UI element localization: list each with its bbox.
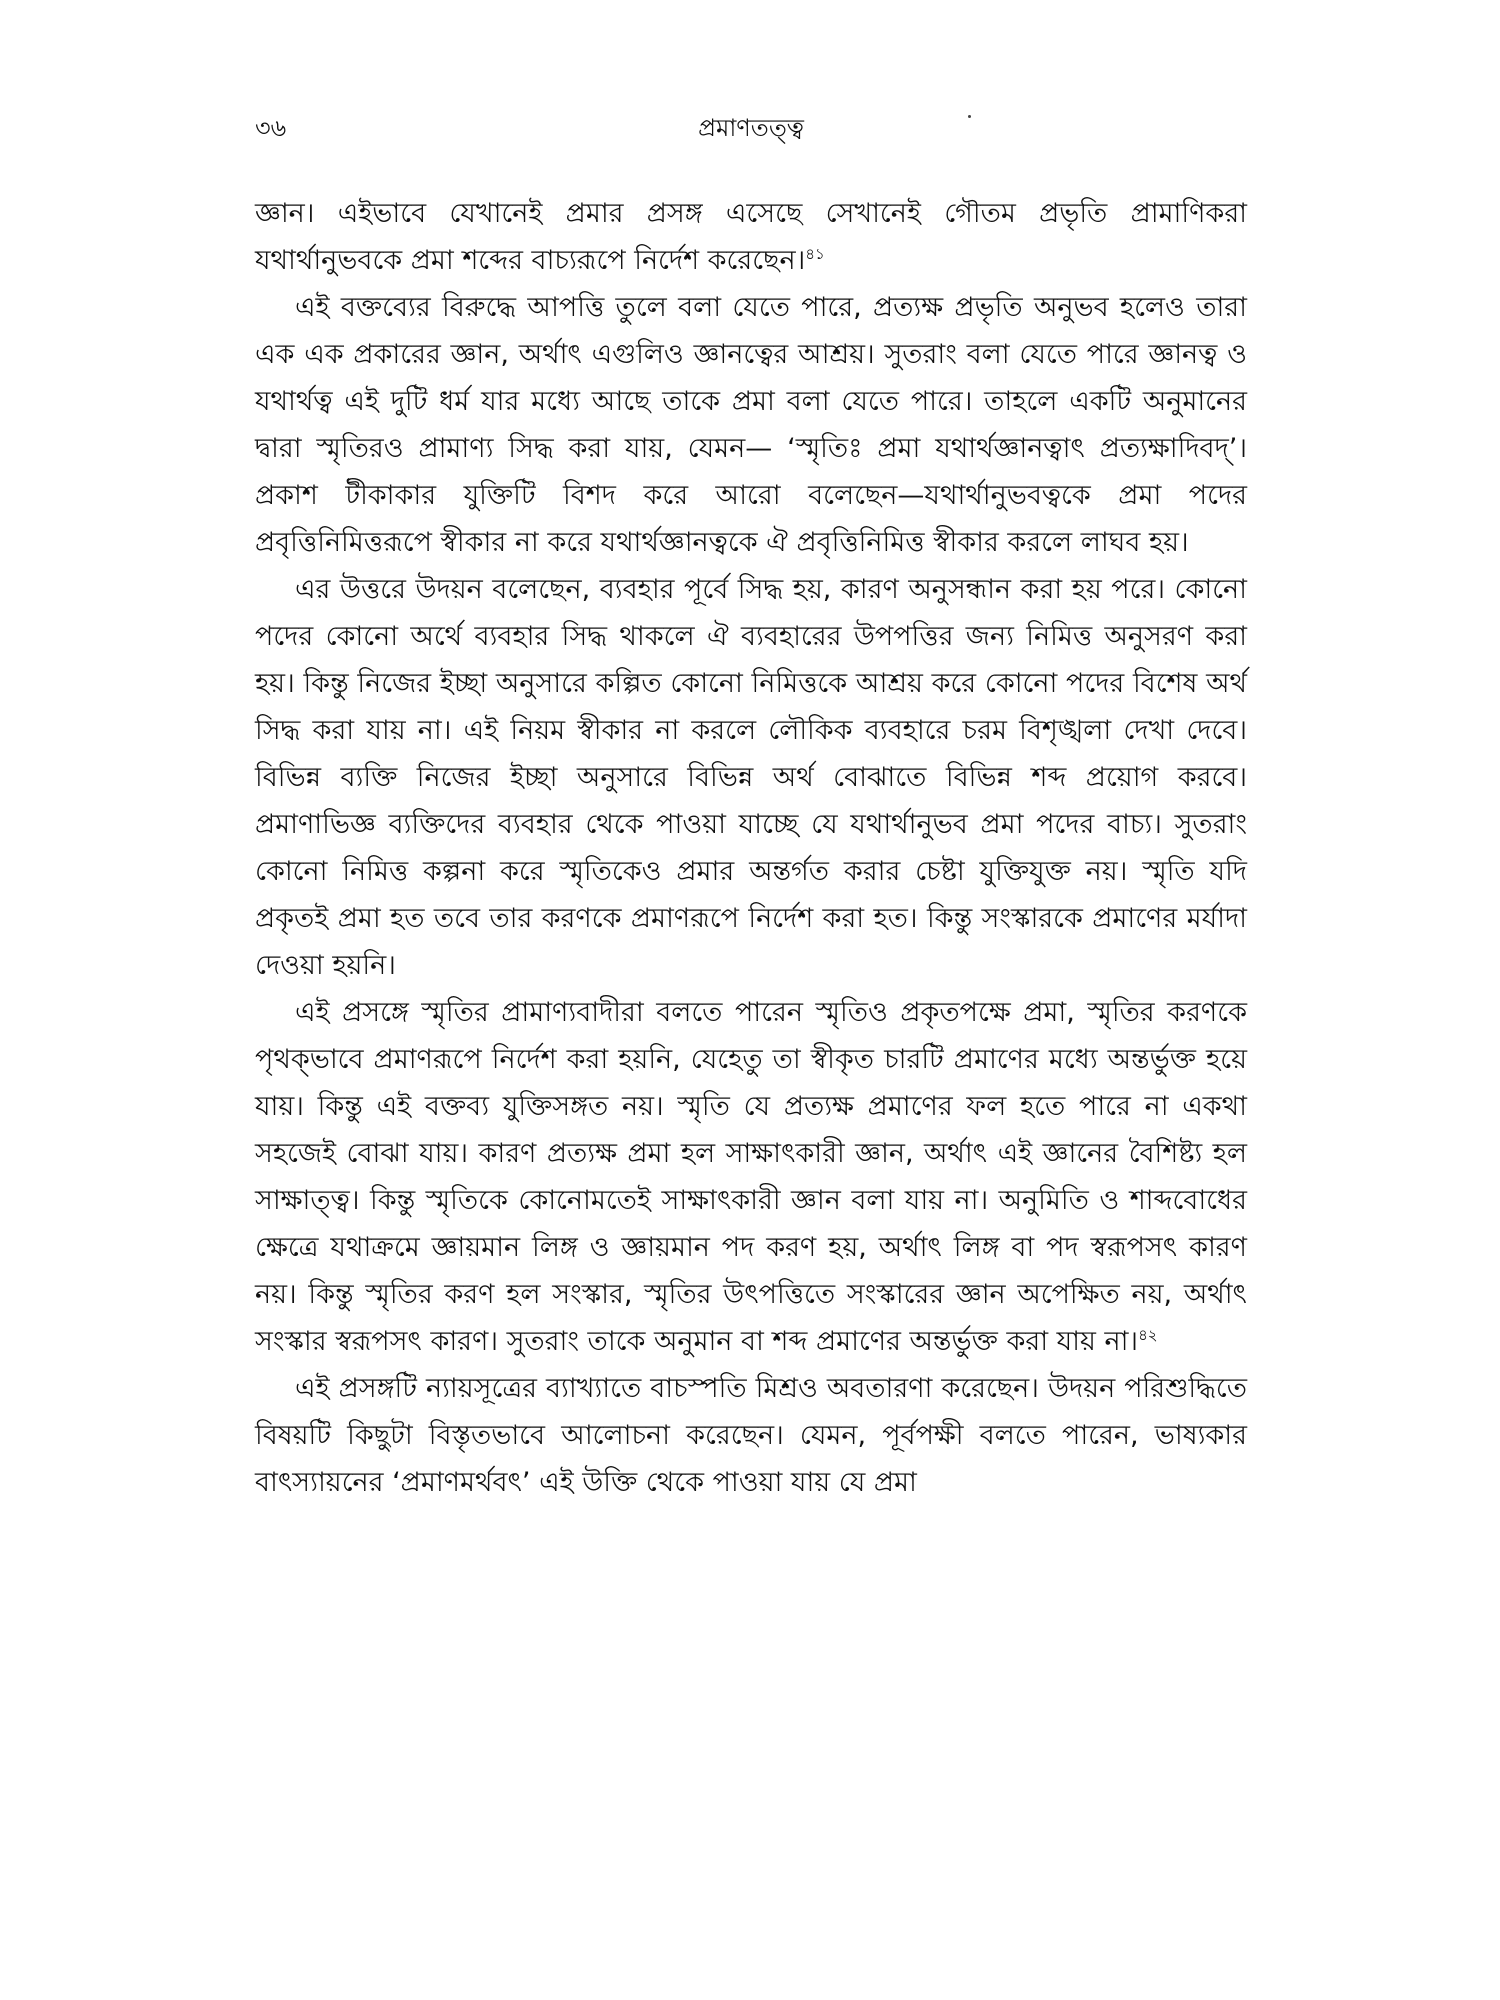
paragraph-text: এই প্রসঙ্গে স্মৃতির প্রামাণ্যবাদীরা বলতে পারেন স্মৃতিও প্রকৃতপক্ষে প্রমা, স্মৃতির করণকে পৃথক্‌ভাবে প্রমাণরূপে নির্দেশ করা হয়নি, যেহেতু তা স্বীকৃত চারটি প্রমাণের মধ্যে অন্তর্ভুক্ত হয়ে যায়। কিন্তু এই বক্তব্য যুক্তিসঙ্গত নয়। স্মৃতি যে প্রত্যক্ষ প্রমাণের ফল হতে পারে না একথা সহজেই বোঝা যায়। কারণ প্রত্যক্ষ প্রমা হল সাক্ষাৎকারী জ্ঞান, অর্থাৎ এই জ্ঞানের বৈশিষ্ট্য হল সাক্ষাত্ত্ব। কিন্তু স্মৃতিকে কোনোমতেই সাক্ষাৎকারী জ্ঞান বলা যায় না। অনুমিতি ও শাব্দবোধের ক্ষেত্রে যথাক্রমে জ্ঞায়মান লিঙ্গ ও জ্ঞায়মান পদ করণ হয়, অর্থাৎ লিঙ্গ বা পদ স্বরূপসৎ কারণ নয়। কিন্তু স্মৃতির করণ হল সংস্কার, স্মৃতির উৎপত্তিতে সংস্কারের জ্ঞান অপেক্ষিত নয়, অর্থাৎ সংস্কার স্বরূপসৎ কারণ। সুতরাং তাকে অনুমান বা শব্দ প্রমাণের অন্তর্ভুক্ত করা যায় না।	[255, 997, 1247, 1357]
running-title: প্রমাণতত্ত্ব	[698, 114, 804, 142]
paragraph	[255, 566, 1247, 989]
paragraph-text: এর উত্তরে উদয়ন বলেছেন, ব্যবহার পূর্বে সিদ্ধ হয়, কারণ অনুসন্ধান করা হয় পরে। কোনো পদের কোনো অর্থে ব্যবহার সিদ্ধ থাকলে ঐ ব্যবহারের উপপত্তির জন্য নিমিত্ত অনুসরণ করা হয়। কিন্তু নিজের ইচ্ছা অনুসারে কল্পিত কোনো নিমিত্তকে আশ্রয় করে কোনো পদের বিশেষ অর্থ সিদ্ধ করা যায় না। এই নিয়ম স্বীকার না করলে লৌকিক ব্যবহারে চরম বিশৃঙ্খলা দেখা দেবে। বিভিন্ন ব্যক্তি নিজের ইচ্ছা অনুসারে বিভিন্ন অর্থ বোঝাতে বিভিন্ন শব্দ প্রয়োগ করবে। প্রমাণাভিজ্ঞ ব্যক্তিদের ব্যবহার থেকে পাওয়া যাচ্ছে যে যথার্থানুভব প্রমা পদের বাচ্য। সুতরাং কোনো নিমিত্ত কল্পনা করে স্মৃতিকেও প্রমার অন্তর্গত করার চেষ্টা যুক্তিযুক্ত নয়। স্মৃতি যদি প্রকৃতই প্রমা হত তবে তার করণকে প্রমাণরূপে নির্দেশ করা হত। কিন্তু সংস্কারকে প্রমাণের মর্যাদা দেওয়া হয়নি।	[255, 574, 1247, 981]
footnote-marker: ৪২	[1138, 1326, 1158, 1344]
paragraph	[255, 989, 1247, 1365]
paragraph-text: এই প্রসঙ্গটি ন্যায়সূত্রের ব্যাখ্যাতে বাচস্পতি মিশ্রও অবতারণা করেছেন। উদয়ন পরিশুদ্ধিতে বিষয়টি কিছুটা বিস্তৃতভাবে আলোচনা করেছেন। যেমন, পূর্বপক্ষী বলতে পারেন, ভাষ্যকার বাৎস্যায়নের ‘প্রমাণমর্থবৎ’ এই উক্তি থেকে পাওয়া যায় যে প্রমা	[255, 1373, 1247, 1498]
page-header	[255, 108, 1247, 148]
page-number: ৩৬	[255, 114, 287, 142]
paragraph	[255, 284, 1247, 566]
body-text	[255, 190, 1247, 1506]
paragraph-text: জ্ঞান। এইভাবে যেখানেই প্রমার প্রসঙ্গ এসেছে সেখানেই গৌতম প্রভৃতি প্রামাণিকরা যথার্থানুভবকে প্রমা শব্দের বাচ্যরূপে নির্দেশ করেছেন।	[255, 198, 1247, 276]
print-speck	[968, 115, 971, 118]
footnote-marker: ৪১	[805, 245, 825, 263]
paragraph	[255, 190, 1247, 284]
paragraph-text: এই বক্তব্যের বিরুদ্ধে আপত্তি তুলে বলা যেতে পারে, প্রত্যক্ষ প্রভৃতি অনুভব হলেও তারা এক এক প্রকারের জ্ঞান, অর্থাৎ এগুলিও জ্ঞানত্বের আশ্রয়। সুতরাং বলা যেতে পারে জ্ঞানত্ব ও যথার্থত্ব এই দুটি ধর্ম যার মধ্যে আছে তাকে প্রমা বলা যেতে পারে। তাহলে একটি অনুমানের দ্বারা স্মৃতিরও প্রামাণ্য সিদ্ধ করা যায়, যেমন— ‘স্মৃতিঃ প্রমা যথার্থজ্ঞানত্বাৎ প্রত্যক্ষাদিবদ্’। প্রকাশ টীকাকার যুক্তিটি বিশদ করে আরো বলেছেন—যথার্থানুভবত্বকে প্রমা পদের প্রবৃত্তিনিমিত্তরূপে স্বীকার না করে যথার্থজ্ঞানত্বকে ঐ প্রবৃত্তিনিমিত্ত স্বীকার করলে লাঘব হয়।	[255, 292, 1247, 558]
paragraph	[255, 1365, 1247, 1506]
